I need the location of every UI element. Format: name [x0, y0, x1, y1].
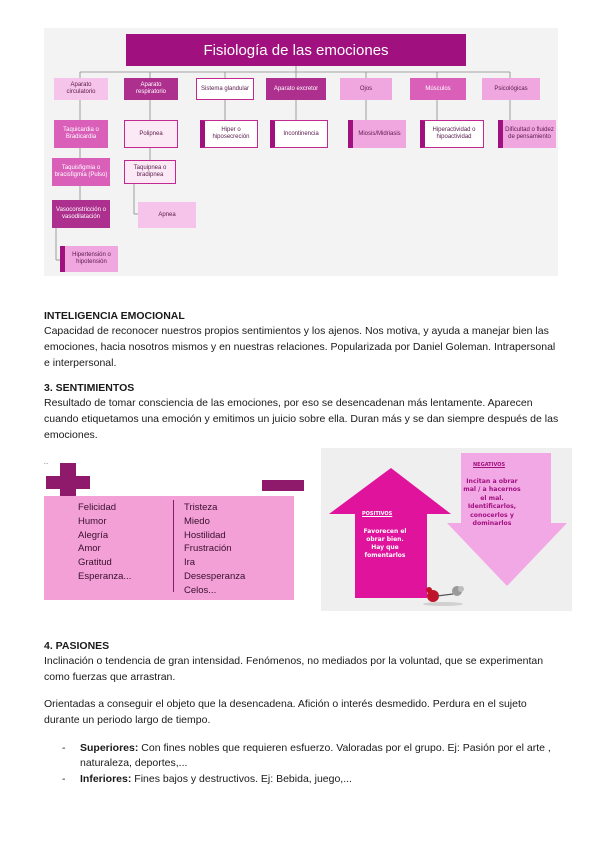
section-inteligencia: [44, 309, 562, 371]
node-hiperactividad: Hiperactividad o hipoactividad: [420, 120, 484, 148]
emotions-physiology-diagram: [44, 28, 558, 276]
negativos-title: NEGATIVOS: [473, 462, 506, 468]
bullet-text: Fines bajos y destructivos. Ej: Bebida, juego,...: [131, 773, 352, 785]
list-item: Miedo: [184, 515, 210, 527]
list-item: Esperanza...: [78, 570, 132, 582]
list-item: Hostilidad: [184, 529, 226, 541]
node-aparato-circulatorio: Aparato circulatorio: [54, 78, 108, 100]
list-item: Felicidad: [78, 502, 117, 513]
positive-feelings-list: [78, 501, 131, 584]
minus-icon: [262, 480, 304, 491]
node-miosis-midriasis: Miosis/Midriasis: [348, 120, 406, 148]
node-polipnea: Polipnea: [124, 120, 178, 148]
list-item: Celos...: [184, 584, 217, 596]
node-taquipnea: Taquipnea o bradipnea: [124, 160, 176, 184]
inteligencia-heading: INTELIGENCIA EMOCIONAL: [44, 310, 185, 322]
list-item: Desesperanza: [184, 570, 246, 582]
positivos-text: Favorecen el obrar bien. Hay que fomentarlos: [363, 528, 407, 559]
node-hiper-hiposecrecion: Hiper o hiposecreción: [200, 120, 258, 148]
list-item: Humor: [78, 515, 107, 527]
weight-figure-icon: [423, 586, 464, 606]
node-sistema-glandular: Sistema glandular: [196, 78, 254, 100]
arrows-graphic: [321, 448, 572, 611]
pasiones-p1: Inclinación o tendencia de gran intensidad. Fenómenos, no mediados por la voluntad, que se experimentan como fuerzas que arrastran.: [44, 655, 544, 683]
bullet-label: Superiores:: [80, 742, 139, 754]
bullet-superiores: [62, 741, 560, 771]
negativos-text: Incitan a obrar mal / a hacernos el mal. Identificarlos, conocerlos y dominarlos: [463, 478, 521, 528]
bullet-label: Inferiores:: [80, 773, 132, 785]
pasiones-p2: Orientadas a conseguir el objeto que la desencadena. Afición o interés desmedido. Perdura en el sujeto durante un periodo largo de tiempo.: [44, 698, 527, 726]
list-item: Frustración: [184, 543, 232, 555]
node-dificultad-pensamiento: Dificultad o fluidez de pensamiento: [498, 120, 556, 148]
pasiones-heading: 4. PASIONES: [44, 640, 110, 652]
feelings-mark: ...: [44, 460, 49, 466]
sentimientos-heading: 3. SENTIMIENTOS: [44, 382, 135, 394]
node-taquisfigmia: Taquisfigmia o bracisfigmia (Pulso): [52, 158, 110, 186]
list-item: Tristeza: [184, 502, 218, 513]
node-ojos: Ojos: [340, 78, 392, 100]
bullet-inferiores: [62, 772, 560, 787]
node-incontinencia: Incontinencia: [270, 120, 328, 148]
node-psicologicas: Psicológicas: [482, 78, 540, 100]
negative-feelings-list: [184, 501, 245, 598]
sentimientos-body: Resultado de tomar consciencia de las emociones, por eso se desencadenan más lentamente. Aparecen cuando etiquetamos una emoción y emitimos un juicio sobre ella. Duran más y se dan siempre después de las emociones.: [44, 397, 559, 441]
list-item: Ira: [184, 557, 196, 569]
inteligencia-body: Capacidad de reconocer nuestros propios sentimientos y los ajenos. Nos motiva, y ayuda a manejar bien las emociones, hacia nosotros mismos y en nuestras relaciones. Popularizada por Daniel Goleman. Intrapersonal e interpersonal.: [44, 325, 556, 369]
node-apnea: Apnea: [138, 202, 196, 228]
plus-icon: [46, 476, 90, 489]
node-musculos: Músculos: [410, 78, 466, 100]
arrows-panel: [321, 448, 572, 611]
list-item: Gratitud: [78, 557, 112, 569]
list-item: Alegría: [78, 529, 109, 541]
section-sentimientos: [44, 381, 562, 443]
section-pasiones: [44, 639, 562, 685]
bullet-dash: -: [62, 773, 66, 785]
list-item: Amor: [78, 543, 101, 555]
node-aparato-respiratorio: Aparato respiratorio: [124, 78, 178, 100]
bullet-text: Con fines nobles que requieren esfuerzo. Valoradas por el grupo. Ej: Pasión por el arte , naturaleza, deportes,...: [80, 742, 551, 769]
node-taquicardia: Taquicardia o Bradicardia: [54, 120, 108, 148]
node-vasoconstriccion: Vasoconstricción o vasodilatación: [52, 200, 110, 228]
bullet-dash: -: [62, 742, 66, 754]
feelings-divider: [173, 500, 174, 592]
diagram-title: Fisiología de las emociones: [126, 34, 466, 66]
node-hipertension: Hipertensión o hipotensión: [60, 246, 118, 272]
node-aparato-excretor: Aparato excretor: [266, 78, 326, 100]
positivos-title: POSITIVOS: [362, 511, 393, 517]
